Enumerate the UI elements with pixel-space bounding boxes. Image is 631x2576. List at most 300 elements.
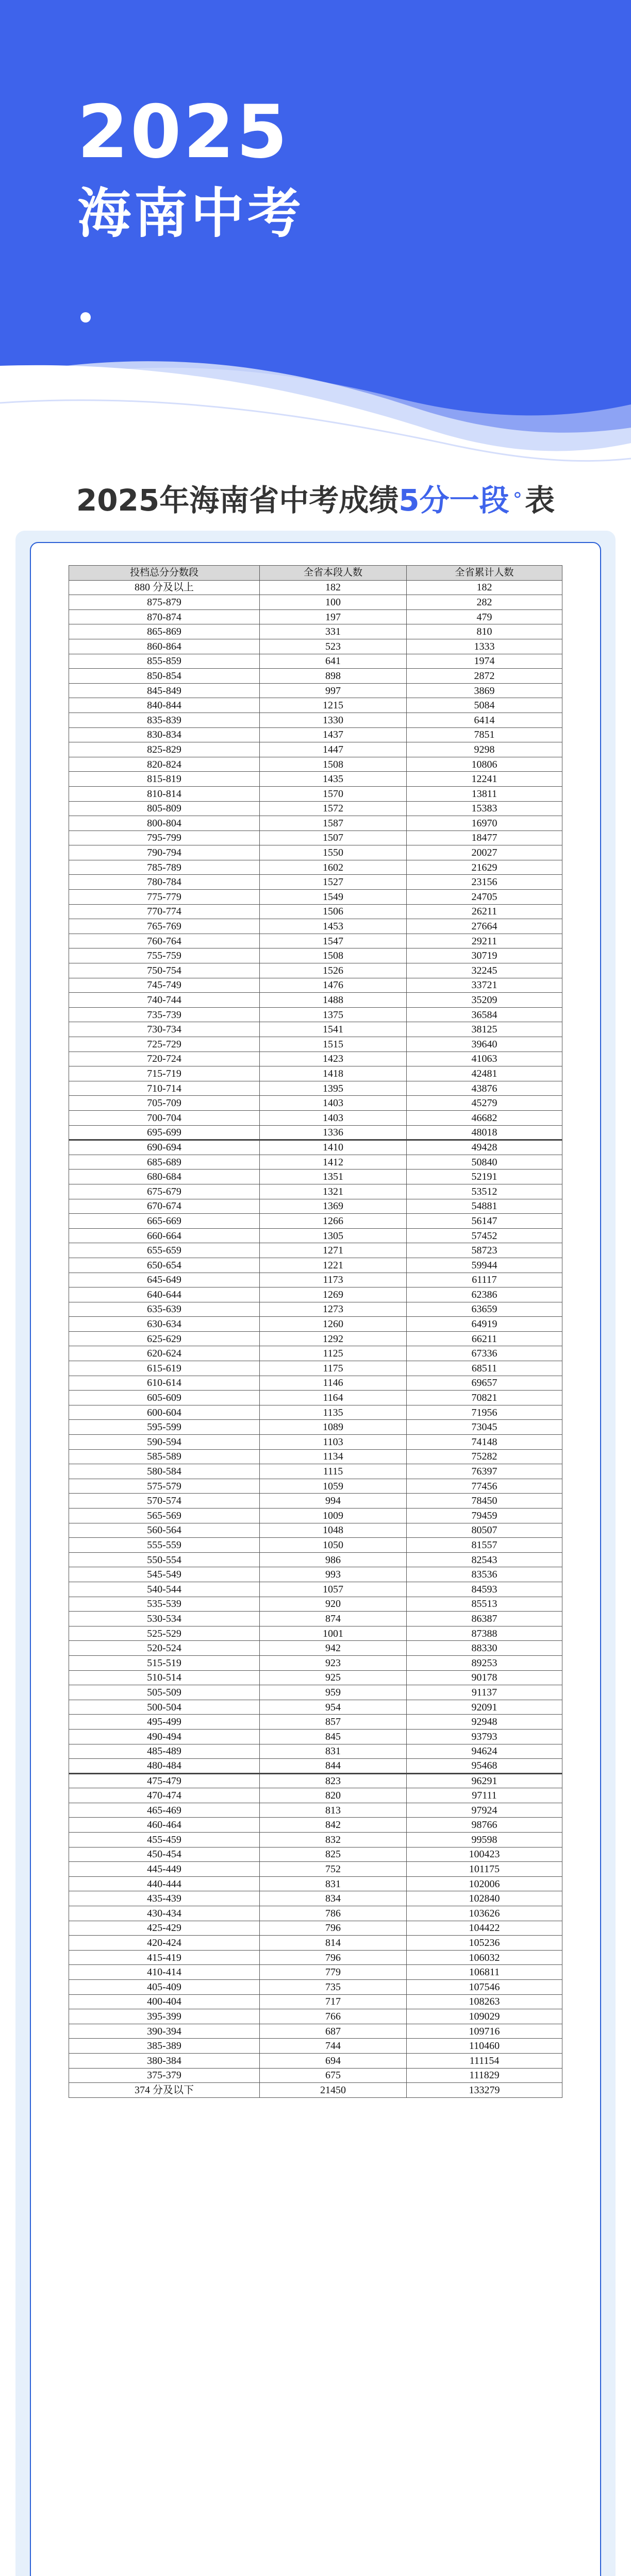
- table-row: [69, 875, 562, 890]
- table-row: [69, 742, 562, 757]
- score-range-cell: 545-549: [69, 1567, 260, 1582]
- segment-count-cell: 641: [260, 654, 407, 669]
- segment-count-cell: 1435: [260, 772, 407, 787]
- cumulative-count-cell: 133279: [407, 2083, 562, 2098]
- segment-count-cell: 1059: [260, 1479, 407, 1494]
- cumulative-count-cell: 2872: [407, 669, 562, 684]
- table-row: [69, 1582, 562, 1597]
- table-row: [69, 1538, 562, 1553]
- score-range-cell: 680-684: [69, 1170, 260, 1184]
- segment-count-cell: 831: [260, 1744, 407, 1759]
- table-row: [69, 639, 562, 654]
- cumulative-count-cell: 5084: [407, 698, 562, 713]
- cumulative-count-cell: 101175: [407, 1862, 562, 1877]
- table-row: [69, 1170, 562, 1184]
- segment-count-cell: 1135: [260, 1405, 407, 1420]
- segment-count-cell: 1418: [260, 1066, 407, 1081]
- table-row: [69, 1906, 562, 1921]
- score-range-cell: 805-809: [69, 801, 260, 816]
- segment-count-cell: 1507: [260, 831, 407, 845]
- score-range-cell: 650-654: [69, 1258, 260, 1273]
- cumulative-count-cell: 98766: [407, 1818, 562, 1833]
- segment-count-cell: 1437: [260, 727, 407, 742]
- segment-count-cell: 1221: [260, 1258, 407, 1273]
- table-row: [69, 713, 562, 727]
- segment-count-cell: 920: [260, 1597, 407, 1612]
- segment-count-cell: 1541: [260, 1022, 407, 1037]
- score-range-cell: 430-434: [69, 1906, 260, 1921]
- table-row: [69, 934, 562, 948]
- score-range-cell: 760-764: [69, 934, 260, 948]
- score-range-cell: 765-769: [69, 919, 260, 934]
- table-row: [69, 1876, 562, 1891]
- table-row: [69, 1847, 562, 1862]
- segment-count-cell: 1103: [260, 1435, 407, 1450]
- segment-count-cell: 1089: [260, 1420, 407, 1435]
- cumulative-count-cell: 106811: [407, 1965, 562, 1980]
- segment-count-cell: 898: [260, 669, 407, 684]
- table-row: [69, 1405, 562, 1420]
- cumulative-count-cell: 26211: [407, 904, 562, 919]
- cumulative-count-cell: 57452: [407, 1228, 562, 1243]
- segment-count-cell: 1453: [260, 919, 407, 934]
- segment-count-cell: 735: [260, 1980, 407, 1995]
- cumulative-count-cell: 182: [407, 580, 562, 595]
- cumulative-count-cell: 35209: [407, 993, 562, 1008]
- table-row: [69, 1980, 562, 1995]
- cumulative-count-cell: 54881: [407, 1199, 562, 1214]
- table-row: [69, 1420, 562, 1435]
- cumulative-count-cell: 96291: [407, 1773, 562, 1788]
- score-range-cell: 685-689: [69, 1155, 260, 1170]
- segment-count-cell: 923: [260, 1655, 407, 1670]
- cumulative-count-cell: 70821: [407, 1391, 562, 1405]
- segment-count-cell: 844: [260, 1759, 407, 1774]
- score-range-cell: 470-474: [69, 1788, 260, 1803]
- table-row: [69, 963, 562, 978]
- table-row: [69, 1552, 562, 1567]
- table-row: [69, 1479, 562, 1494]
- score-range-cell: 780-784: [69, 875, 260, 890]
- table-row: [69, 1317, 562, 1332]
- table-row: [69, 1096, 562, 1111]
- score-range-cell: 475-479: [69, 1773, 260, 1788]
- table-row: [69, 1655, 562, 1670]
- table-row: [69, 757, 562, 772]
- segment-count-cell: 823: [260, 1773, 407, 1788]
- table-row: [69, 1140, 562, 1155]
- segment-count-cell: 1375: [260, 1007, 407, 1022]
- score-range-cell: 660-664: [69, 1228, 260, 1243]
- table-row: [69, 595, 562, 610]
- table-row: [69, 727, 562, 742]
- table-row: [69, 1243, 562, 1258]
- segment-count-cell: 1146: [260, 1376, 407, 1391]
- score-range-cell: 575-579: [69, 1479, 260, 1494]
- segment-count-cell: 1403: [260, 1110, 407, 1125]
- score-range-cell: 655-659: [69, 1243, 260, 1258]
- header-segment-count: 全省本段人数: [260, 566, 407, 581]
- title-highlight: 5分一段: [398, 483, 509, 518]
- segment-count-cell: 1488: [260, 993, 407, 1008]
- segment-count-cell: 1423: [260, 1052, 407, 1066]
- segment-count-cell: 1215: [260, 698, 407, 713]
- segment-count-cell: 1508: [260, 948, 407, 963]
- score-range-cell: 770-774: [69, 904, 260, 919]
- table-row: [69, 669, 562, 684]
- table-row: [69, 978, 562, 993]
- segment-count-cell: 986: [260, 1552, 407, 1567]
- score-range-cell: 870-874: [69, 609, 260, 624]
- segment-count-cell: 814: [260, 1936, 407, 1951]
- segment-count-cell: 675: [260, 2068, 407, 2083]
- segment-count-cell: 1447: [260, 742, 407, 757]
- table-row: [69, 993, 562, 1008]
- segment-count-cell: 523: [260, 639, 407, 654]
- score-range-cell: 515-519: [69, 1655, 260, 1670]
- cumulative-count-cell: 13811: [407, 786, 562, 801]
- score-range-cell: 840-844: [69, 698, 260, 713]
- score-range-cell: 845-849: [69, 683, 260, 698]
- segment-count-cell: 997: [260, 683, 407, 698]
- score-range-cell: 535-539: [69, 1597, 260, 1612]
- score-range-cell: 830-834: [69, 727, 260, 742]
- segment-count-cell: 1175: [260, 1361, 407, 1376]
- cumulative-count-cell: 18477: [407, 831, 562, 845]
- cumulative-count-cell: 50840: [407, 1155, 562, 1170]
- score-range-cell: 595-599: [69, 1420, 260, 1435]
- table-row: [69, 1273, 562, 1287]
- table-row: [69, 1228, 562, 1243]
- cumulative-count-cell: 3869: [407, 683, 562, 698]
- segment-count-cell: 1050: [260, 1538, 407, 1553]
- table-row: [69, 890, 562, 905]
- score-range-cell: 560-564: [69, 1523, 260, 1538]
- cumulative-count-cell: 110460: [407, 2039, 562, 2054]
- cumulative-count-cell: 109029: [407, 2009, 562, 2024]
- segment-count-cell: 1526: [260, 963, 407, 978]
- cumulative-count-cell: 73045: [407, 1420, 562, 1435]
- score-range-cell: 375-379: [69, 2068, 260, 2083]
- table-row: [69, 1612, 562, 1626]
- segment-count-cell: 1547: [260, 934, 407, 948]
- segment-count-cell: 1351: [260, 1170, 407, 1184]
- score-range-cell: 485-489: [69, 1744, 260, 1759]
- table-row: [69, 1052, 562, 1066]
- score-range-cell: 715-719: [69, 1066, 260, 1081]
- cumulative-count-cell: 86387: [407, 1612, 562, 1626]
- hero-subtitle: 海南中考: [77, 182, 305, 245]
- table-row: [69, 1921, 562, 1936]
- table-row: [69, 1715, 562, 1730]
- segment-count-cell: 954: [260, 1700, 407, 1715]
- table-row: [69, 1700, 562, 1715]
- table-row: [69, 609, 562, 624]
- table-row: [69, 1597, 562, 1612]
- score-range-cell: 815-819: [69, 772, 260, 787]
- cumulative-count-cell: 7851: [407, 727, 562, 742]
- score-range-cell: 850-854: [69, 669, 260, 684]
- table-row: [69, 1744, 562, 1759]
- cumulative-count-cell: 80507: [407, 1523, 562, 1538]
- cumulative-count-cell: 93793: [407, 1729, 562, 1744]
- segment-count-cell: 1269: [260, 1287, 407, 1302]
- table-header-row: [69, 566, 562, 581]
- score-range-cell: 570-574: [69, 1494, 260, 1509]
- segment-count-cell: 925: [260, 1670, 407, 1685]
- score-range-cell: 490-494: [69, 1729, 260, 1744]
- segment-count-cell: 766: [260, 2009, 407, 2024]
- score-range-cell: 550-554: [69, 1552, 260, 1567]
- segment-count-cell: 825: [260, 1847, 407, 1862]
- cumulative-count-cell: 106032: [407, 1950, 562, 1965]
- page-title: [0, 479, 631, 521]
- cumulative-count-cell: 23156: [407, 875, 562, 890]
- score-range-cell: 865-869: [69, 624, 260, 639]
- table-row: [69, 2024, 562, 2039]
- cumulative-count-cell: 103626: [407, 1906, 562, 1921]
- table-row: [69, 1641, 562, 1656]
- score-range-cell: 675-679: [69, 1184, 260, 1199]
- score-range-cell: 455-459: [69, 1833, 260, 1848]
- cumulative-count-cell: 109716: [407, 2024, 562, 2039]
- table-row: [69, 1361, 562, 1376]
- cumulative-count-cell: 87388: [407, 1626, 562, 1641]
- score-range-cell: 625-629: [69, 1331, 260, 1346]
- score-range-cell: 630-634: [69, 1317, 260, 1332]
- cumulative-count-cell: 1333: [407, 639, 562, 654]
- score-range-cell: 400-404: [69, 1994, 260, 2009]
- segment-count-cell: 779: [260, 1965, 407, 1980]
- score-range-cell: 640-644: [69, 1287, 260, 1302]
- table-row: [69, 1567, 562, 1582]
- segment-count-cell: 717: [260, 1994, 407, 2009]
- segment-count-cell: 1048: [260, 1523, 407, 1538]
- table-row: [69, 1287, 562, 1302]
- table-row: [69, 904, 562, 919]
- segment-count-cell: 752: [260, 1862, 407, 1877]
- segment-count-cell: 813: [260, 1803, 407, 1818]
- segment-count-cell: 1173: [260, 1273, 407, 1287]
- score-range-cell: 775-779: [69, 890, 260, 905]
- table-row: [69, 1509, 562, 1523]
- segment-count-cell: 1572: [260, 801, 407, 816]
- table-row: [69, 1950, 562, 1965]
- cumulative-count-cell: 91137: [407, 1685, 562, 1700]
- cumulative-count-cell: 42481: [407, 1066, 562, 1081]
- score-range-cell: 460-464: [69, 1818, 260, 1833]
- cumulative-count-cell: 479: [407, 609, 562, 624]
- score-range-cell: 880 分及以上: [69, 580, 260, 595]
- segment-count-cell: 1125: [260, 1346, 407, 1361]
- score-range-cell: 410-414: [69, 1965, 260, 1980]
- score-range-cell: 610-614: [69, 1376, 260, 1391]
- segment-count-cell: 1587: [260, 816, 407, 831]
- table-row: [69, 654, 562, 669]
- table-row: [69, 1523, 562, 1538]
- segment-count-cell: 993: [260, 1567, 407, 1582]
- table-row: [69, 1199, 562, 1214]
- score-range-cell: 605-609: [69, 1391, 260, 1405]
- table-row: [69, 1833, 562, 1848]
- header-cumulative-count: 全省累计人数: [407, 566, 562, 581]
- segment-count-cell: 1266: [260, 1214, 407, 1229]
- segment-count-cell: 820: [260, 1788, 407, 1803]
- cumulative-count-cell: 77456: [407, 1479, 562, 1494]
- table-row: [69, 1346, 562, 1361]
- cumulative-count-cell: 79459: [407, 1509, 562, 1523]
- segment-count-cell: 831: [260, 1876, 407, 1891]
- table-row: [69, 2053, 562, 2068]
- cumulative-count-cell: 53512: [407, 1184, 562, 1199]
- score-range-cell: 555-559: [69, 1538, 260, 1553]
- cumulative-count-cell: 10806: [407, 757, 562, 772]
- table-row: [69, 1081, 562, 1096]
- cumulative-count-cell: 27664: [407, 919, 562, 934]
- table-row: [69, 860, 562, 875]
- hero-year: 2025: [77, 90, 290, 175]
- score-range-cell: 785-789: [69, 860, 260, 875]
- cumulative-count-cell: 810: [407, 624, 562, 639]
- score-range-cell: 480-484: [69, 1759, 260, 1774]
- table-row: [69, 1773, 562, 1788]
- cumulative-count-cell: 105236: [407, 1936, 562, 1951]
- cumulative-count-cell: 36584: [407, 1007, 562, 1022]
- score-range-cell: 670-674: [69, 1199, 260, 1214]
- cumulative-count-cell: 52191: [407, 1170, 562, 1184]
- score-range-cell: 795-799: [69, 831, 260, 845]
- cumulative-count-cell: 84593: [407, 1582, 562, 1597]
- score-range-cell: 390-394: [69, 2024, 260, 2039]
- cumulative-count-cell: 108263: [407, 1994, 562, 2009]
- cumulative-count-cell: 95468: [407, 1759, 562, 1774]
- table-row: [69, 948, 562, 963]
- cumulative-count-cell: 32245: [407, 963, 562, 978]
- segment-count-cell: 832: [260, 1833, 407, 1848]
- table-row: [69, 1125, 562, 1140]
- score-range-cell: 855-859: [69, 654, 260, 669]
- segment-count-cell: 1057: [260, 1582, 407, 1597]
- score-range-cell: 600-604: [69, 1405, 260, 1420]
- score-range-cell: 385-389: [69, 2039, 260, 2054]
- segment-count-cell: 874: [260, 1612, 407, 1626]
- score-range-cell: 525-529: [69, 1626, 260, 1641]
- score-range-cell: 835-839: [69, 713, 260, 727]
- table-row: [69, 1066, 562, 1081]
- table-row: [69, 1302, 562, 1317]
- score-range-cell: 615-619: [69, 1361, 260, 1376]
- cumulative-count-cell: 30719: [407, 948, 562, 963]
- score-range-cell: 395-399: [69, 2009, 260, 2024]
- segment-count-cell: 1134: [260, 1449, 407, 1464]
- segment-count-cell: 1260: [260, 1317, 407, 1332]
- cumulative-count-cell: 97924: [407, 1803, 562, 1818]
- cumulative-count-cell: 21629: [407, 860, 562, 875]
- table-row: [69, 1155, 562, 1170]
- segment-count-cell: 1321: [260, 1184, 407, 1199]
- segment-count-cell: 1271: [260, 1243, 407, 1258]
- score-range-cell: 635-639: [69, 1302, 260, 1317]
- table-row: [69, 1214, 562, 1229]
- score-range-cell: 520-524: [69, 1641, 260, 1656]
- cumulative-count-cell: 9298: [407, 742, 562, 757]
- cumulative-count-cell: 81557: [407, 1538, 562, 1553]
- score-range-cell: 720-724: [69, 1052, 260, 1066]
- title-part3: 表: [525, 483, 555, 518]
- table-row: [69, 1670, 562, 1685]
- cumulative-count-cell: 39640: [407, 1037, 562, 1052]
- score-range-cell: 425-429: [69, 1921, 260, 1936]
- table-row: [69, 816, 562, 831]
- score-table-body: [69, 580, 562, 2097]
- score-range-cell: 745-749: [69, 978, 260, 993]
- cumulative-count-cell: 46682: [407, 1110, 562, 1125]
- table-row: [69, 2068, 562, 2083]
- segment-count-cell: 1410: [260, 1140, 407, 1155]
- segment-count-cell: 1330: [260, 713, 407, 727]
- cumulative-count-cell: 45279: [407, 1096, 562, 1111]
- cumulative-count-cell: 94624: [407, 1744, 562, 1759]
- table-row: [69, 2009, 562, 2024]
- table-row: [69, 1818, 562, 1833]
- table-row: [69, 1435, 562, 1450]
- score-range-cell: 725-729: [69, 1037, 260, 1052]
- segment-count-cell: 694: [260, 2053, 407, 2068]
- table-row: [69, 801, 562, 816]
- segment-count-cell: 182: [260, 580, 407, 595]
- score-range-cell: 860-864: [69, 639, 260, 654]
- cumulative-count-cell: 12241: [407, 772, 562, 787]
- cumulative-count-cell: 88330: [407, 1641, 562, 1656]
- cumulative-count-cell: 66211: [407, 1331, 562, 1346]
- score-range-cell: 700-704: [69, 1110, 260, 1125]
- segment-count-cell: 1527: [260, 875, 407, 890]
- cumulative-count-cell: 68511: [407, 1361, 562, 1376]
- score-range-cell: 540-544: [69, 1582, 260, 1597]
- cumulative-count-cell: 78450: [407, 1494, 562, 1509]
- score-range-cell: 435-439: [69, 1891, 260, 1906]
- cumulative-count-cell: 24705: [407, 890, 562, 905]
- score-table: [69, 565, 562, 2098]
- segment-count-cell: 687: [260, 2024, 407, 2039]
- cumulative-count-cell: 38125: [407, 1022, 562, 1037]
- cumulative-count-cell: 83536: [407, 1567, 562, 1582]
- segment-count-cell: 1273: [260, 1302, 407, 1317]
- segment-count-cell: 1305: [260, 1228, 407, 1243]
- cumulative-count-cell: 89253: [407, 1655, 562, 1670]
- table-row: [69, 1803, 562, 1818]
- cumulative-count-cell: 97111: [407, 1788, 562, 1803]
- segment-count-cell: 1009: [260, 1509, 407, 1523]
- table-row: [69, 1184, 562, 1199]
- score-range-cell: 510-514: [69, 1670, 260, 1685]
- segment-count-cell: 994: [260, 1494, 407, 1509]
- score-range-cell: 810-814: [69, 786, 260, 801]
- table-row: [69, 1376, 562, 1391]
- segment-count-cell: 21450: [260, 2083, 407, 2098]
- score-range-cell: 665-669: [69, 1214, 260, 1229]
- score-range-cell: 380-384: [69, 2053, 260, 2068]
- segment-count-cell: 1412: [260, 1155, 407, 1170]
- table-row: [69, 1994, 562, 2009]
- table-row: [69, 2083, 562, 2098]
- cumulative-count-cell: 282: [407, 595, 562, 610]
- cumulative-count-cell: 59944: [407, 1258, 562, 1273]
- hero-banner: [0, 0, 631, 479]
- cumulative-count-cell: 49428: [407, 1140, 562, 1155]
- score-range-cell: 825-829: [69, 742, 260, 757]
- cumulative-count-cell: 71956: [407, 1405, 562, 1420]
